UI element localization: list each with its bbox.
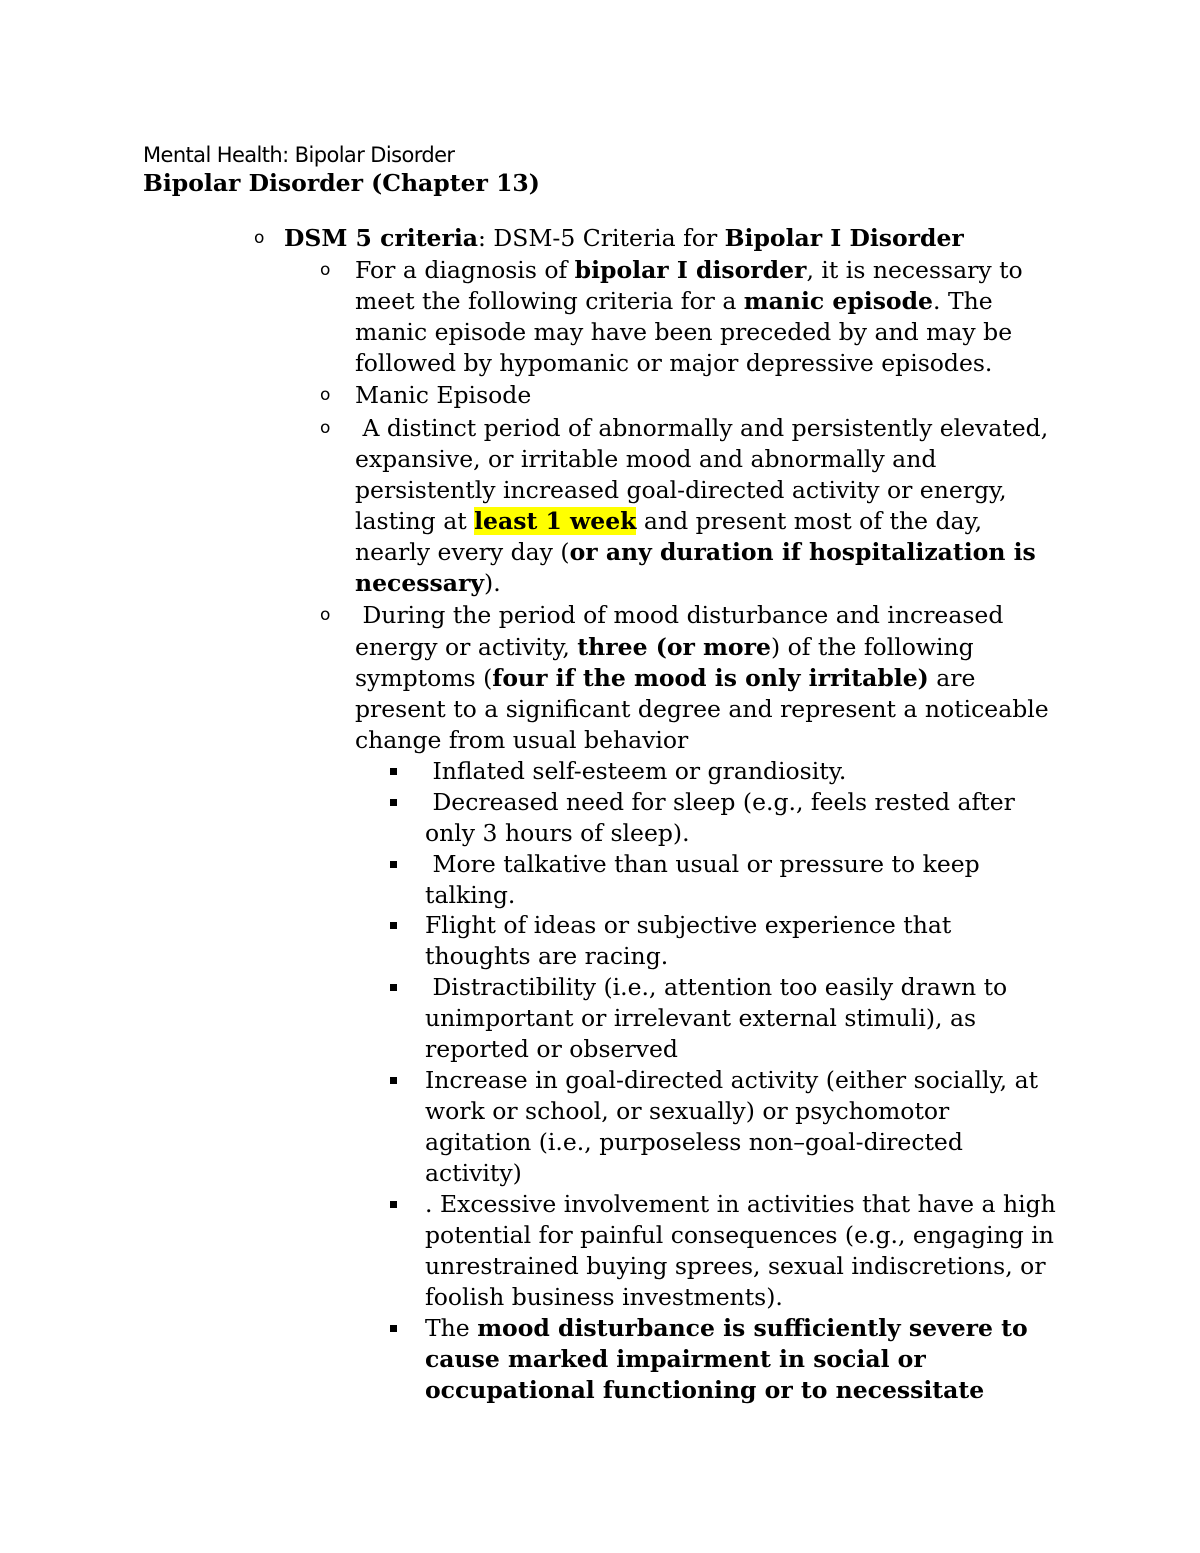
level2-bullet-icon: o	[320, 605, 331, 625]
text-run: The	[425, 1314, 478, 1342]
paragraph-line: manic episode may have been preceded by and may be	[355, 318, 1013, 346]
text-run: and present most of the day,	[636, 507, 983, 535]
text-run: ).	[484, 569, 501, 597]
chapter-title: Bipolar Disorder (Chapter 13)	[143, 169, 540, 197]
square-bullet-icon	[390, 922, 397, 929]
level2-bullet-icon: o	[320, 385, 331, 405]
paragraph-line: Manic Episode	[355, 381, 532, 409]
square-bullet-icon	[390, 1077, 397, 1084]
text-run: meet the following criteria for a	[355, 287, 744, 315]
paragraph-line: present to a significant degree and represent a noticeable	[355, 695, 1049, 723]
text-run: lasting at	[355, 507, 475, 535]
symptom-line: only 3 hours of sleep).	[425, 819, 690, 847]
level1-bullet-icon: o	[254, 228, 265, 248]
paragraph-line	[355, 286, 993, 317]
square-bullet-icon	[390, 1201, 397, 1208]
text-run: ) of the following	[770, 633, 974, 661]
symptom-line: activity)	[425, 1159, 522, 1187]
symptom-line: occupational functioning or to necessitate	[425, 1376, 985, 1404]
symptom-line: More talkative than usual or pressure to keep	[425, 850, 980, 878]
text-run: nearly every day (	[355, 538, 570, 566]
dsm-text: : DSM-5 Criteria for	[478, 224, 725, 252]
symptom-line: foolish business investments).	[425, 1283, 783, 1311]
bold-run: or any duration if hospitalization is	[569, 538, 1036, 566]
square-bullet-icon	[390, 1325, 397, 1332]
symptom-line: Inflated self-esteem or grandiosity.	[425, 757, 847, 785]
highlighted-run: least 1 week	[474, 507, 637, 535]
symptom-line: Flight of ideas or subjective experience that	[425, 911, 952, 939]
level2-bullet-icon: o	[320, 260, 331, 280]
symptom-line: work or school, or sexually) or psychomotor	[425, 1097, 950, 1125]
symptom-line: Distractibility (i.e., attention too easily drawn to	[425, 973, 1008, 1001]
symptom-line: unrestrained buying sprees, sexual indiscretions, or	[425, 1252, 1046, 1280]
level2-bullet-icon: o	[320, 418, 331, 438]
symptom-line: agitation (i.e., purposeless non–goal-directed	[425, 1128, 963, 1156]
bold-run: mood disturbance is sufficiently severe to	[477, 1314, 1028, 1342]
bold-run: bipolar I disorder	[574, 256, 807, 284]
document-subject: Mental Health: Bipolar Disorder	[143, 143, 455, 167]
paragraph-line	[355, 568, 501, 599]
symptom-line: unimportant or irrelevant external stimuli), as	[425, 1004, 977, 1032]
symptom-line: . Excessive involvement in activities that have a high	[425, 1190, 1056, 1218]
square-bullet-icon	[390, 799, 397, 806]
paragraph-line	[355, 632, 974, 663]
text-run: , it is necessary to	[806, 256, 1023, 284]
text-run: For a diagnosis of	[355, 256, 575, 284]
paragraph-line: persistently increased goal-directed activity or energy,	[355, 476, 1007, 504]
bold-run: necessary	[355, 569, 485, 597]
symptom-line: thoughts are racing.	[425, 942, 669, 970]
symptom-line	[425, 1313, 1028, 1344]
paragraph-line	[355, 506, 982, 537]
symptom-line: cause marked impairment in social or	[425, 1345, 926, 1373]
paragraph-line	[355, 537, 1036, 568]
paragraph-line	[355, 663, 975, 694]
bold-run: four if the mood is only irritable)	[492, 664, 929, 692]
paragraph-line: During the period of mood disturbance and increased	[355, 601, 1004, 629]
paragraph-line: expansive, or irritable mood and abnormally and	[355, 445, 937, 473]
symptom-line: Increase in goal-directed activity (either socially, at	[425, 1066, 1039, 1094]
text-run: . The	[933, 287, 993, 315]
symptom-line: Decreased need for sleep (e.g., feels rested after	[425, 788, 1015, 816]
bold-run: three (or more	[577, 633, 771, 661]
square-bullet-icon	[390, 768, 397, 775]
symptom-line: talking.	[425, 881, 516, 909]
text-run: energy or activity,	[355, 633, 578, 661]
symptom-line: potential for painful consequences (e.g., engaging in	[425, 1221, 1054, 1249]
text-run: symptoms (	[355, 664, 493, 692]
paragraph-line: A distinct period of abnormally and persistently elevated,	[355, 414, 1049, 442]
bipolar-i-label: Bipolar I Disorder	[724, 224, 964, 252]
paragraph-line: change from usual behavior	[355, 726, 689, 754]
list-item-dsm-criteria	[284, 223, 964, 254]
square-bullet-icon	[390, 861, 397, 868]
paragraph-line	[355, 255, 1023, 286]
symptom-line: reported or observed	[425, 1035, 678, 1063]
text-run: are	[928, 664, 976, 692]
square-bullet-icon	[390, 984, 397, 991]
bold-run: manic episode	[743, 287, 933, 315]
dsm-label: DSM 5 criteria	[284, 224, 479, 252]
paragraph-line: followed by hypomanic or major depressive episodes.	[355, 349, 993, 377]
